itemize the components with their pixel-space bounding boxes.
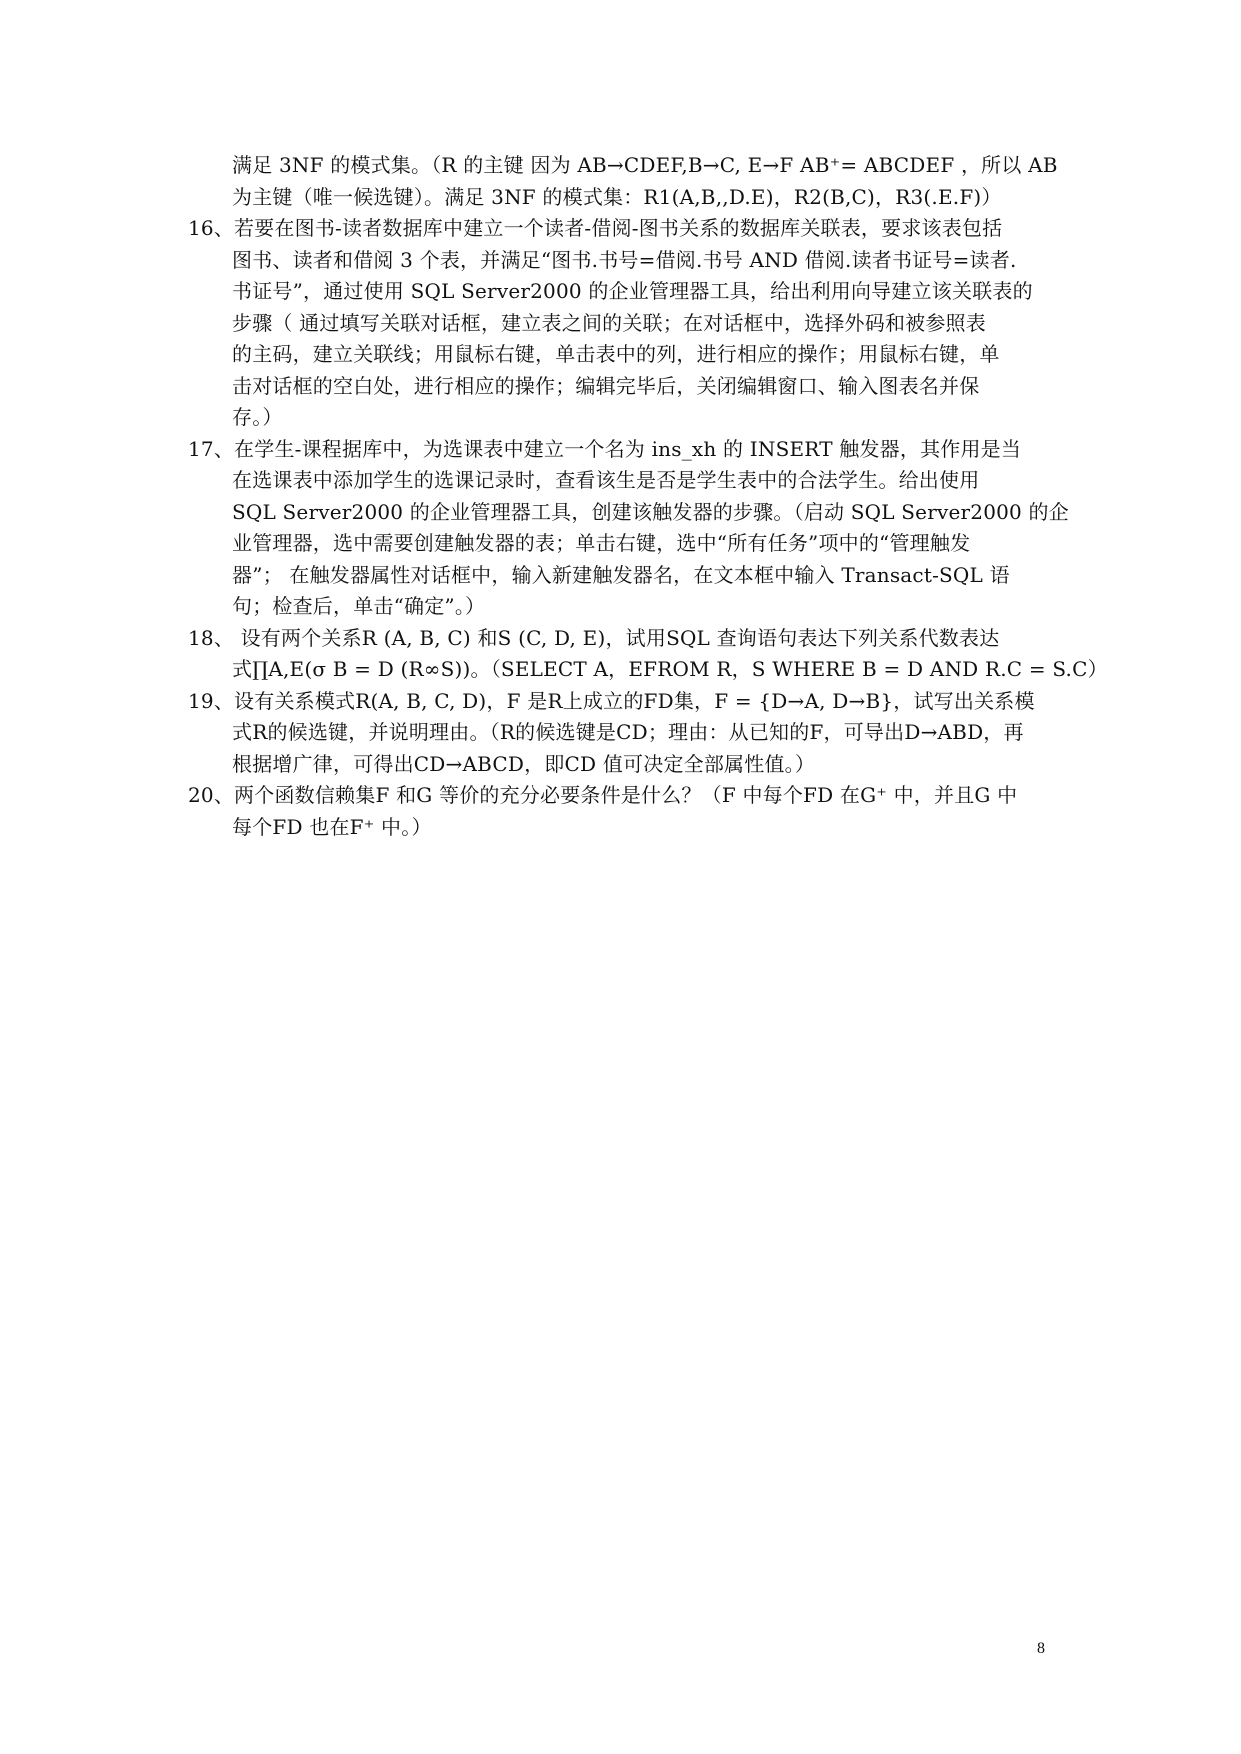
question-20-line: 20、两个函数信赖集F 和G 等价的充分必要条件是什么？（F 中每个FD 在G⁺ 中，并且G 中 [188,783,1018,807]
question-16-line: 16、若要在图书-读者数据库中建立一个读者-借阅-图书关系的数据库关联表，要求该表包括 [188,216,1003,240]
text-line: 存。） [232,405,283,429]
text-line: 书证号”，通过使用 SQL Server2000 的企业管理器工具，给出利用向导建立该关联表的 [232,279,1033,303]
text-line: 器”； 在触发器属性对话框中，输入新建触发器名，在文本框中输入 Transact-SQL 语 [232,562,1010,587]
text-line: 式∏A,E(σ B = D (R∞S))。（SELECT A，EFROM R，S WHERE B = D AND R.C = S.C） [232,657,1108,681]
text-line: 业管理器，选中需要创建触发器的表；单击右键，选中“所有任务”项中的“管理触发 [232,531,971,555]
text-line: 图书、读者和借阅 3 个表，并满足“图书.书号=借阅.书号 AND 借阅.读者书证号=读者. [232,247,1017,272]
text-line: 的主码，建立关联线；用鼠标右键，单击表中的列，进行相应的操作；用鼠标右键，单 [232,342,1000,366]
text-line: 为主键（唯一候选键）。满足 3NF 的模式集：R1(A,B,,D.E)，R2(B,C)，R3(.E.F)） [232,184,1002,209]
page-number: 8 [1037,1640,1045,1657]
text-line: SQL Server2000 的企业管理器工具，创建该触发器的步骤。（启动 SQL Server2000 的企 [232,499,1069,524]
text-line: 句；检查后，单击“确定”。） [232,594,486,618]
text-line: 在选课表中添加学生的选课记录时，查看该生是否是学生表中的合法学生。给出使用 [232,468,980,492]
text-line: 击对话框的空白处，进行相应的操作；编辑完毕后，关闭编辑窗口、输入图表名并保 [232,373,980,398]
text-line: 步骤（ 通过填写关联对话框，建立表之间的关联；在对话框中，选择外码和被参照表 [232,310,986,335]
text-line: 根据增广律，可得出CD→ABCD，即CD 值可决定全部属性值。） [232,751,816,776]
question-18-line: 18、 设有两个关系R (A, B, C) 和S (C, D, E)，试用SQL 查询语句表达下列关系代数表达 [188,625,1000,650]
text-line: 每个FD 也在F⁺ 中。） [232,814,432,839]
question-17-line: 17、在学生-课程据库中，为选课表中建立一个名为 ins_xh 的 INSERT 触发器，其作用是当 [188,436,1022,461]
text-line: 式R的候选键，并说明理由。（R的候选键是CD；理由：从已知的F，可导出D→ABD，再 [232,720,1024,744]
text-line: 满足 3NF 的模式集。（R 的主键 因为 AB→CDEF,B→C, E→F AB⁺= ABCDEF ，所以 AB [232,153,1058,177]
question-19-line: 19、设有关系模式R(A, B, C, D)，F 是R上成立的FD集，F = {D→A, D→B}，试写出关系模 [188,688,1035,713]
document-body [188,150,1108,843]
